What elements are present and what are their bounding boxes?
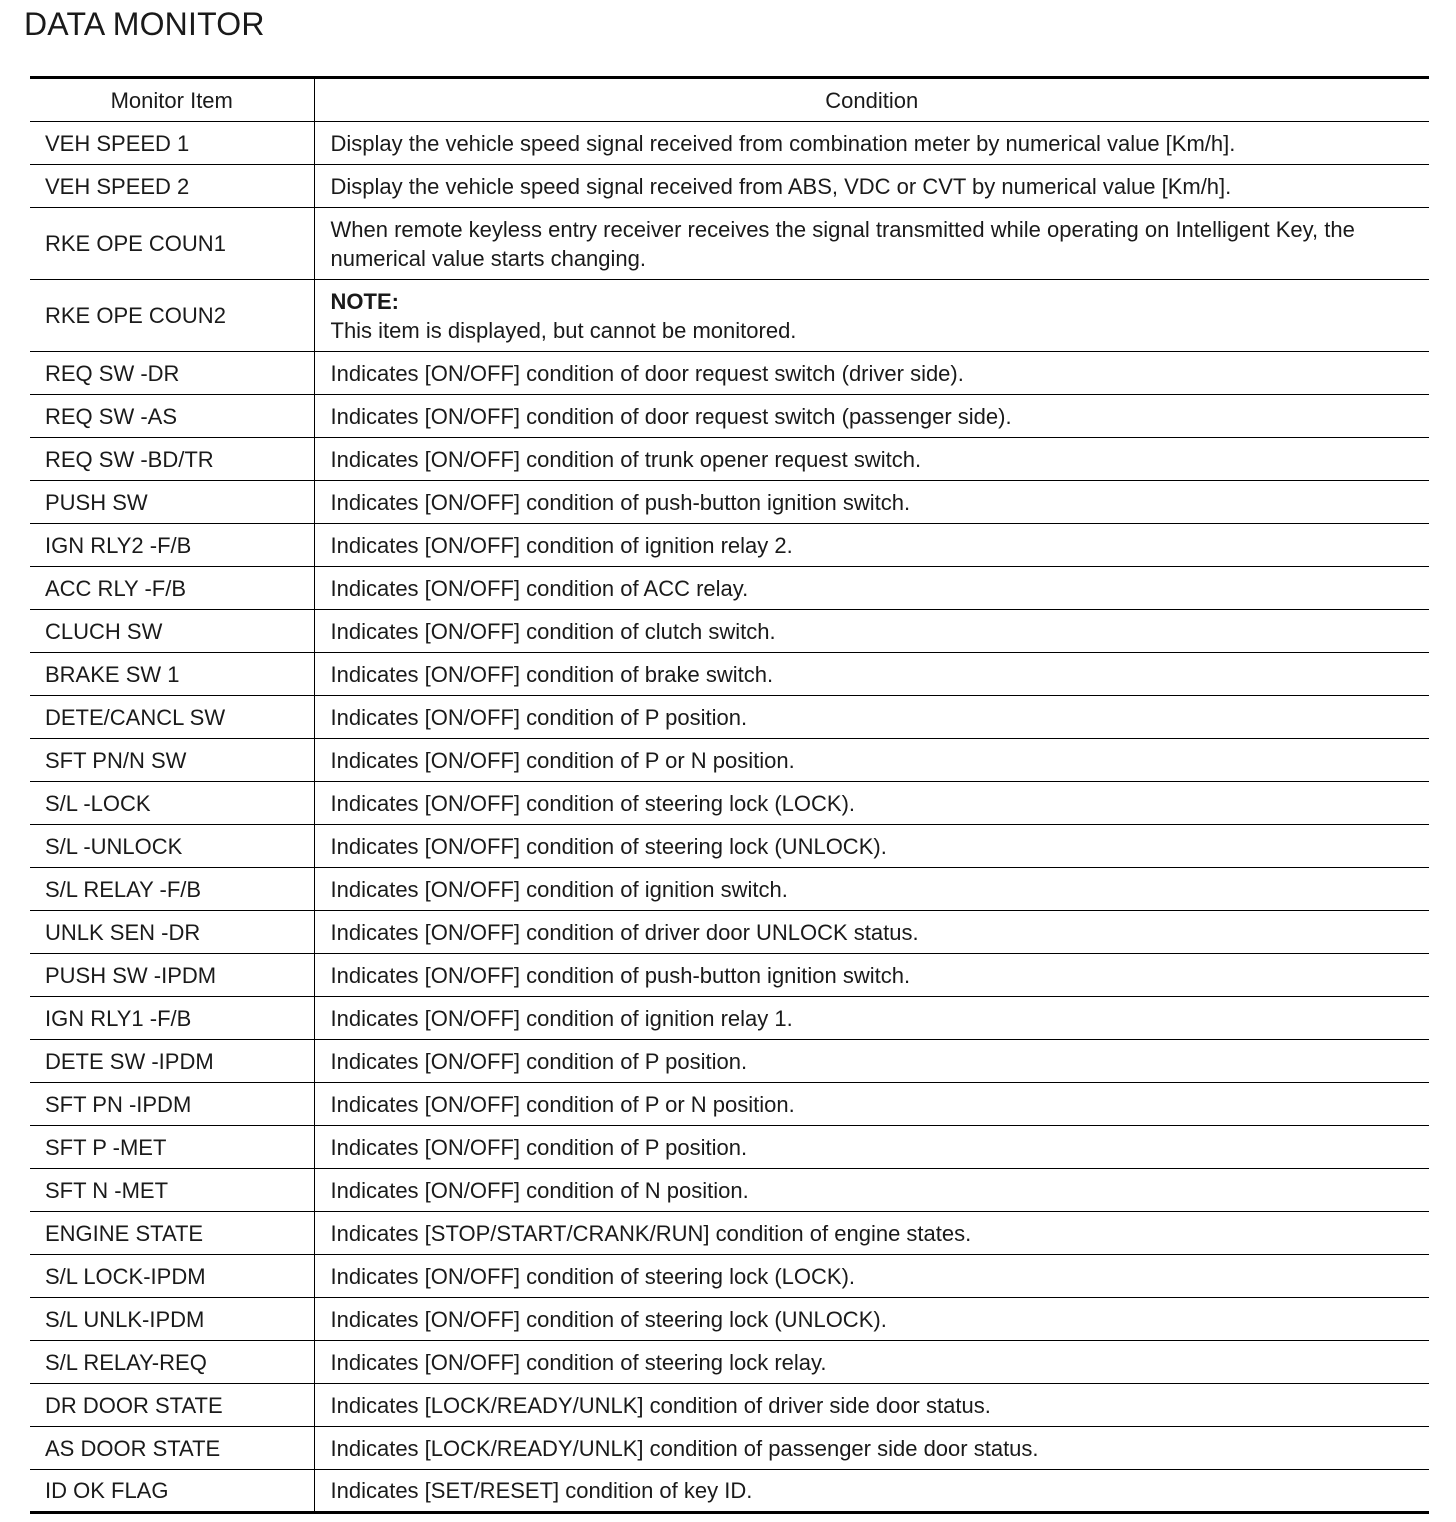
note-label: NOTE: xyxy=(330,288,399,314)
table-row xyxy=(30,610,1429,653)
condition-cell: Indicates [ON/OFF] condition of P or N position. xyxy=(314,1083,1429,1126)
condition-cell: Indicates [ON/OFF] condition of N position. xyxy=(314,1169,1429,1212)
condition-cell: Indicates [ON/OFF] condition of steering lock (UNLOCK). xyxy=(314,1298,1429,1341)
monitor-item-cell: IGN RLY2 -F/B xyxy=(30,524,314,567)
monitor-item-cell: IGN RLY1 -F/B xyxy=(30,997,314,1040)
condition-cell: Indicates [ON/OFF] condition of trunk opener request switch. xyxy=(314,438,1429,481)
monitor-item-cell: RKE OPE COUN1 xyxy=(30,208,314,280)
monitor-item-cell: DR DOOR STATE xyxy=(30,1384,314,1427)
page-title: DATA MONITOR xyxy=(24,6,265,42)
monitor-item-cell: VEH SPEED 1 xyxy=(30,122,314,165)
table-row xyxy=(30,481,1429,524)
condition-cell: Indicates [ON/OFF] condition of ignition relay 2. xyxy=(314,524,1429,567)
condition-cell: Indicates [ON/OFF] condition of steering lock relay. xyxy=(314,1341,1429,1384)
condition-cell: Indicates [ON/OFF] condition of ACC relay. xyxy=(314,567,1429,610)
data-monitor-table xyxy=(30,76,1429,1514)
table-header xyxy=(30,78,1429,122)
table-row xyxy=(30,1126,1429,1169)
table-row xyxy=(30,911,1429,954)
table-row xyxy=(30,997,1429,1040)
condition-cell: Indicates [LOCK/READY/UNLK] condition of passenger side door status. xyxy=(314,1427,1429,1470)
table-row xyxy=(30,954,1429,997)
monitor-item-cell: S/L UNLK-IPDM xyxy=(30,1298,314,1341)
condition-cell: Display the vehicle speed signal received from ABS, VDC or CVT by numerical value [Km/h]. xyxy=(314,165,1429,208)
table-row xyxy=(30,567,1429,610)
monitor-item-cell: S/L -UNLOCK xyxy=(30,825,314,868)
monitor-item-cell: S/L LOCK-IPDM xyxy=(30,1255,314,1298)
table-row xyxy=(30,1212,1429,1255)
monitor-item-cell: RKE OPE COUN2 xyxy=(30,280,314,352)
condition-cell: Indicates [ON/OFF] condition of P or N position. xyxy=(314,739,1429,782)
table-body xyxy=(30,122,1429,1513)
table-row xyxy=(30,1255,1429,1298)
condition-cell: Indicates [ON/OFF] condition of push-button ignition switch. xyxy=(314,481,1429,524)
monitor-item-cell: DETE/CANCL SW xyxy=(30,696,314,739)
monitor-item-cell: S/L -LOCK xyxy=(30,782,314,825)
monitor-item-cell: VEH SPEED 2 xyxy=(30,165,314,208)
condition-cell: Indicates [ON/OFF] condition of steering lock (LOCK). xyxy=(314,1255,1429,1298)
condition-cell: Indicates [LOCK/READY/UNLK] condition of driver side door status. xyxy=(314,1384,1429,1427)
column-header-condition: Condition xyxy=(314,78,1429,122)
monitor-item-cell: CLUCH SW xyxy=(30,610,314,653)
table-row xyxy=(30,868,1429,911)
table-row xyxy=(30,1341,1429,1384)
monitor-item-cell: S/L RELAY-REQ xyxy=(30,1341,314,1384)
condition-cell: Display the vehicle speed signal received from combination meter by numerical value [Km/h]. xyxy=(314,122,1429,165)
table-row xyxy=(30,739,1429,782)
monitor-item-cell: UNLK SEN -DR xyxy=(30,911,314,954)
table-row xyxy=(30,1298,1429,1341)
condition-cell: Indicates [ON/OFF] condition of clutch switch. xyxy=(314,610,1429,653)
condition-cell: Indicates [ON/OFF] condition of door request switch (driver side). xyxy=(314,352,1429,395)
monitor-item-cell: S/L RELAY -F/B xyxy=(30,868,314,911)
monitor-item-cell: PUSH SW -IPDM xyxy=(30,954,314,997)
table-row xyxy=(30,1169,1429,1212)
table-row xyxy=(30,208,1429,280)
condition-cell: Indicates [ON/OFF] condition of door request switch (passenger side). xyxy=(314,395,1429,438)
note-text: This item is displayed, but cannot be monitored. xyxy=(330,317,797,343)
monitor-item-cell: ID OK FLAG xyxy=(30,1470,314,1513)
table-row xyxy=(30,165,1429,208)
condition-cell: Indicates [ON/OFF] condition of steering lock (LOCK). xyxy=(314,782,1429,825)
condition-cell: Indicates [ON/OFF] condition of ignition switch. xyxy=(314,868,1429,911)
condition-cell: Indicates [ON/OFF] condition of ignition relay 1. xyxy=(314,997,1429,1040)
table-row xyxy=(30,653,1429,696)
column-header-monitor-item: Monitor Item xyxy=(30,78,314,122)
monitor-item-cell: SFT PN/N SW xyxy=(30,739,314,782)
monitor-item-cell: DETE SW -IPDM xyxy=(30,1040,314,1083)
monitor-item-cell: SFT N -MET xyxy=(30,1169,314,1212)
monitor-item-cell: REQ SW -DR xyxy=(30,352,314,395)
table-row xyxy=(30,280,1429,352)
condition-cell: When remote keyless entry receiver receives the signal transmitted while operating on Intelligent Key, the numerical value starts changing. xyxy=(314,208,1429,280)
table-row xyxy=(30,438,1429,481)
table-row xyxy=(30,1083,1429,1126)
monitor-item-cell: SFT P -MET xyxy=(30,1126,314,1169)
condition-cell: Indicates [SET/RESET] condition of key ID. xyxy=(314,1470,1429,1513)
table-header-row xyxy=(30,78,1429,122)
table-row xyxy=(30,782,1429,825)
table-row xyxy=(30,696,1429,739)
table-row xyxy=(30,395,1429,438)
monitor-item-cell: BRAKE SW 1 xyxy=(30,653,314,696)
condition-cell: Indicates [STOP/START/CRANK/RUN] condition of engine states. xyxy=(314,1212,1429,1255)
condition-cell: Indicates [ON/OFF] condition of P position. xyxy=(314,1126,1429,1169)
table-row xyxy=(30,524,1429,567)
condition-cell: Indicates [ON/OFF] condition of driver door UNLOCK status. xyxy=(314,911,1429,954)
table-row xyxy=(30,1470,1429,1513)
condition-cell: Indicates [ON/OFF] condition of P position. xyxy=(314,696,1429,739)
monitor-item-cell: REQ SW -BD/TR xyxy=(30,438,314,481)
table-row xyxy=(30,1384,1429,1427)
table-row xyxy=(30,352,1429,395)
monitor-item-cell: REQ SW -AS xyxy=(30,395,314,438)
table-row xyxy=(30,1040,1429,1083)
monitor-item-cell: SFT PN -IPDM xyxy=(30,1083,314,1126)
monitor-item-cell: PUSH SW xyxy=(30,481,314,524)
condition-cell: Indicates [ON/OFF] condition of steering lock (UNLOCK). xyxy=(314,825,1429,868)
condition-cell xyxy=(314,280,1429,352)
monitor-item-cell: ACC RLY -F/B xyxy=(30,567,314,610)
condition-cell: Indicates [ON/OFF] condition of brake switch. xyxy=(314,653,1429,696)
monitor-item-cell: ENGINE STATE xyxy=(30,1212,314,1255)
table-row xyxy=(30,1427,1429,1470)
table-row xyxy=(30,122,1429,165)
table-row xyxy=(30,825,1429,868)
condition-cell: Indicates [ON/OFF] condition of push-button ignition switch. xyxy=(314,954,1429,997)
monitor-item-cell: AS DOOR STATE xyxy=(30,1427,314,1470)
condition-cell: Indicates [ON/OFF] condition of P position. xyxy=(314,1040,1429,1083)
